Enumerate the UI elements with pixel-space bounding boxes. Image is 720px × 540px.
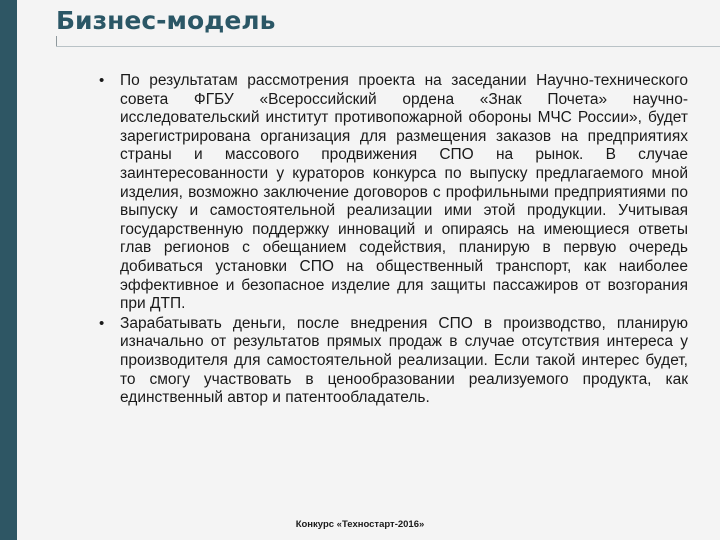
title-underline [56, 46, 720, 47]
left-accent-bar [0, 0, 17, 540]
bullet-item [99, 314, 688, 408]
bullet-text: Зарабатывать деньги, после внедрения СПО в производство, планирую изначально от результатов прямых продаж в случае отсутствия интереса у производителя для самостоятельной реализации. Если такой интерес будет, то смогу участвовать в ценообразовании реализуемого продукта, как единственный автор и патентообладатель. [120, 314, 688, 407]
bullet-list [99, 72, 688, 408]
bullet-item [99, 72, 688, 314]
slide-title: Бизнес-модель [56, 6, 276, 35]
bullet-text: По результатам рассмотрения проекта на заседании Научно-технического совета ФГБУ «Всероссийский ордена «Знак Почета» научно-исследовательский институт противопожарной обороны МЧС России», будет зарегистрирована организация для размещения заказов на предприятиях страны и массового продвижения СПО на рынок. В случае заинтересованности у кураторов конкурса по выпуску предлагаемого мной изделия, возможно заключение договоров с профильными предприятиями по выпуску и самостоятельной реализации ими этой продукции. Учитывая государственную поддержку инноваций и опираясь на имеющиеся ответы глав регионов с обещанием содействия, планирую в первую очередь добиваться установки СПО на общественный транспорт, как наиболее эффективное и безопасное изделие для защиты пассажиров от возгорания при ДТП. [120, 72, 688, 313]
bullet-dot-icon: • [99, 314, 105, 332]
bullet-dot-icon: • [99, 72, 105, 89]
slide-footer: Конкурс «Техностарт-2016» [295, 519, 425, 530]
